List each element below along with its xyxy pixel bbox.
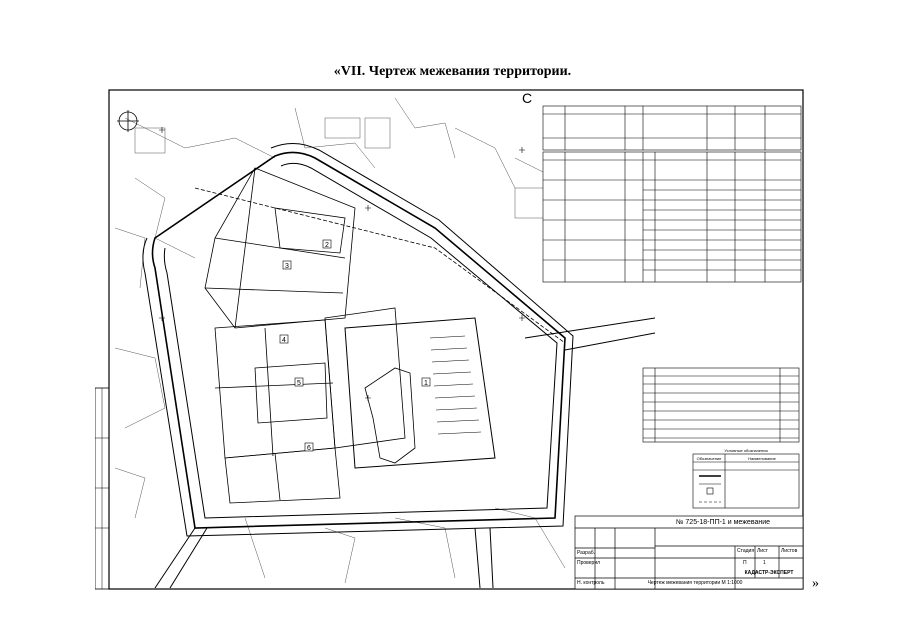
stamp-drawing-name: Чертеж межевания территории М 1:1000 xyxy=(647,580,743,586)
stamp-role-checked: Проверил xyxy=(577,560,601,566)
parcel-number-5: 5 xyxy=(297,380,301,387)
title-block xyxy=(575,516,803,589)
legend-header: Условные обозначения xyxy=(724,448,768,453)
stamp-code: № 725-18-ПП-1 и межевание xyxy=(675,519,771,526)
stamp-sheets-label: Листов xyxy=(781,548,798,554)
parcel-number-6: 6 xyxy=(307,445,311,452)
survey-drawing xyxy=(95,88,807,593)
north-arrow-icon xyxy=(117,110,139,132)
page-title: «VII. Чертеж межевания территории. xyxy=(333,64,572,79)
stamp-stage-label: Стадия xyxy=(737,548,755,554)
stamp-stage: П xyxy=(743,560,747,566)
stamp-role-norm-control: Н. контроль xyxy=(577,580,605,586)
north-label: С xyxy=(522,90,533,106)
drawing-sheet xyxy=(95,88,807,593)
stamp-company: КАДАСТР-ЭКСПЕРТ xyxy=(744,570,794,576)
stamp-sheet-label: Лист xyxy=(757,548,768,554)
parcel-number-1: 1 xyxy=(424,380,428,387)
stamp-sheet-no: 1 xyxy=(763,560,766,566)
parcel-number-4: 4 xyxy=(282,337,286,344)
legend-col-symbol: Обозначение xyxy=(696,456,722,461)
stamp-role-developer: Разраб. xyxy=(577,550,596,556)
closing-quote: » xyxy=(812,576,819,591)
parcel-number-3: 3 xyxy=(285,263,289,270)
parcel-number-2: 2 xyxy=(325,242,329,249)
legend-col-name: Наименование xyxy=(748,456,776,461)
